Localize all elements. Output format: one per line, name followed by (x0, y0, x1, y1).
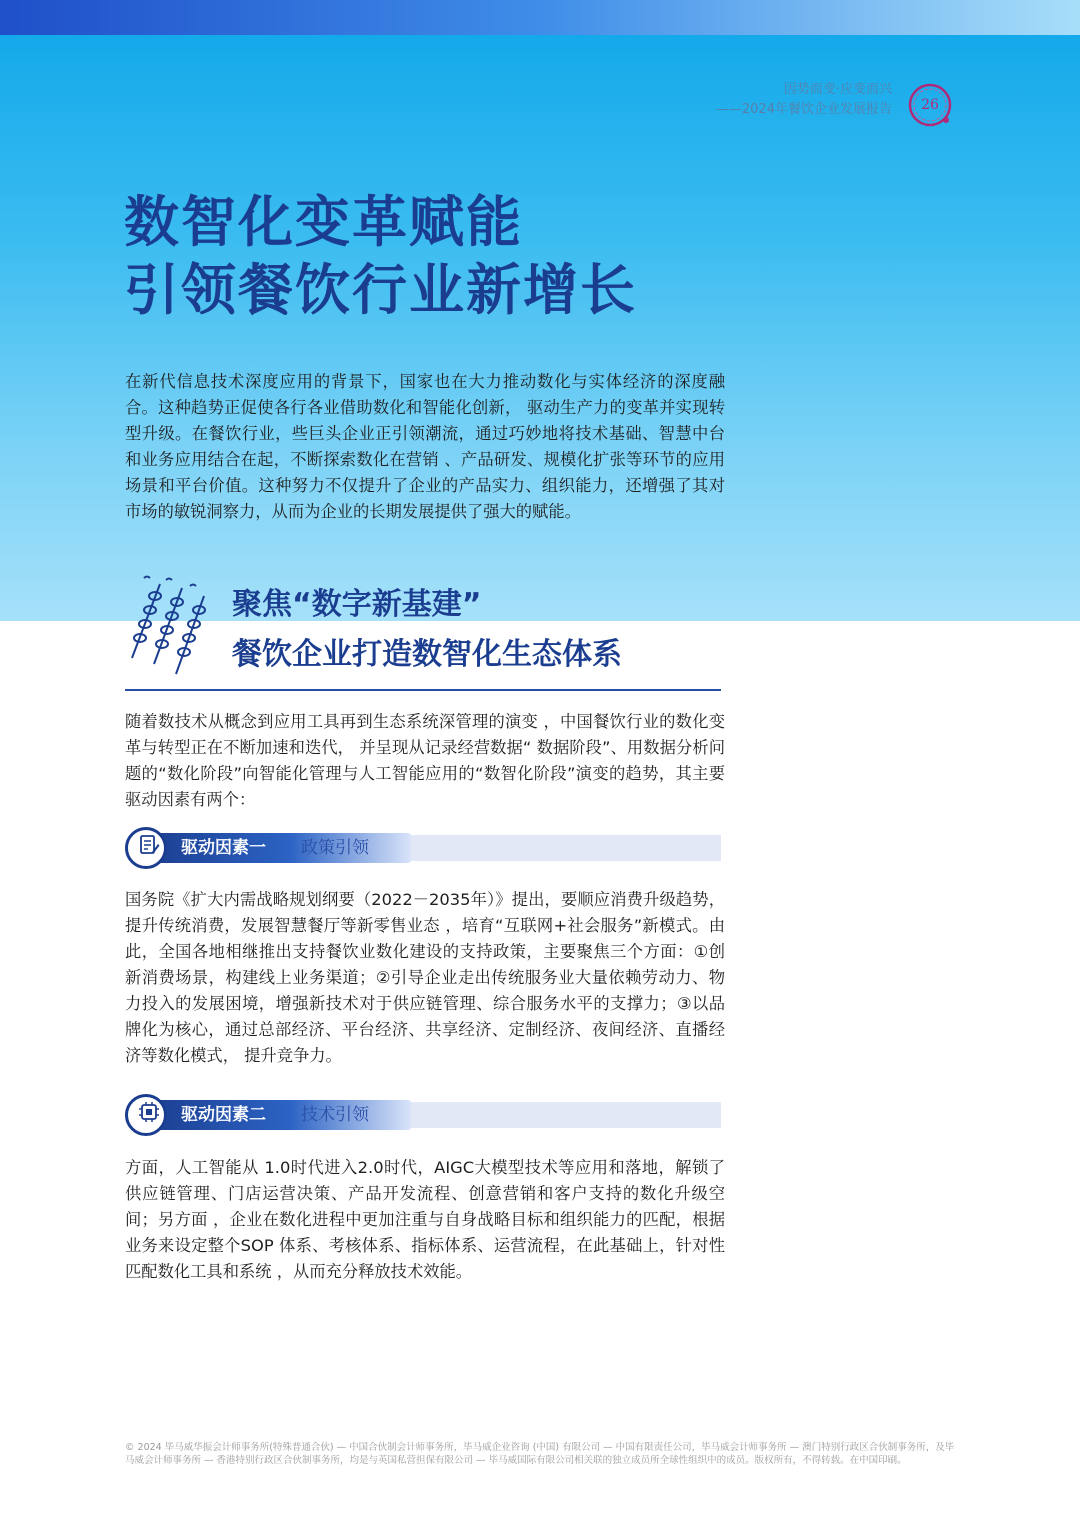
copyright-footer: © 2024 毕马威华振会计师事务所(特殊普通合伙) — 中国合伙制会计师事务所，毕马威企业咨询 (中国) 有限公司 — 中国有限责任公司，毕马威会计师事务所 — 澳门特别行政区合伙制事务所，及毕马威会计师事务所 — 香港特别行政区合伙制事务所，均是与英国私营担保有限公司 — 毕马威国际有限公司相关联的独立成员所全球性组织中的成员。版权所有，不得转载。在中国印刷。 (125, 1442, 955, 1466)
factor-badge (125, 827, 167, 869)
factor-paragraph-technology: 方面，人工智能从 1.0时代进入2.0时代，AIGC大模型技术等应用和落地，解锁了供应链管理、门店运营决策、产品开发流程、创意营销和客户支持的数化升级空间；另方面 ，企业在数化进程中更加注重与自身战略目标和组织能力的匹配，根据业务来设定整个SOP 体系、考核体系、指标体系、运营流程，在此基础上，针对性匹配数化工具和系统 ，从而充分释放技术效能。 (125, 1158, 725, 1281)
page-title-line1: 数智化变革赋能 (124, 190, 524, 254)
factor-topic: 技术引领 (301, 1105, 369, 1125)
factor-label: 驱动因素二 (181, 1105, 266, 1125)
section-paragraph: 随着数技术从概念到应用工具再到生态系统深管理的演变 ，中国餐饮行业的数化变革与转型正在不断加速和迭代， 并呈现从记录经营数据“ 数据阶段”、用数据分析问题的“数化阶段”向智能化管理与人工智能应用的“数智化阶段”演变的趋势，其主要驱动因素有两个： (125, 712, 725, 809)
factor-bar-technology (125, 1100, 721, 1130)
section-title (232, 580, 622, 680)
section-title-line1: 聚焦“数字新基建” (232, 587, 482, 622)
factor-label: 驱动因素一 (181, 838, 266, 858)
page-title-line2: 引领餐饮行业新增长 (124, 258, 638, 322)
factor-topic: 政策引领 (301, 838, 369, 858)
report-header (716, 80, 892, 120)
factor-bar-policy (125, 833, 721, 863)
bead-skewer-icon (124, 574, 214, 678)
top-gradient-strip (0, 0, 1080, 35)
page-number: 26 (921, 97, 939, 113)
factor-badge (125, 1094, 167, 1136)
section-title-line2: 餐饮企业打造数智化生态体系 (232, 637, 622, 672)
report-header-line2: ——2024年餐饮企业发展报告 (715, 102, 892, 117)
intro-paragraph: 在新代信息技术深度应用的背景下，国家也在大力推动数化与实体经济的深度融合。这种趋势正促使各行各业借助数化和智能化创新， 驱动生产力的变革并实现转型升级。在餐饮行业，些巨头企业正引领潮流，通过巧妙地将技术基础、智慧中台和业务应用结合在起，不断探索数化在营销 、产品研发、规模化扩张等环节的应用场景和平台价值。这种努力不仅提升了企业的产品实力、组织能力，还增强了其对市场的敏锐洞察力，从而为企业的长期发展提供了强大的赋能。 (125, 372, 725, 521)
section-divider (125, 689, 721, 691)
policy-document-icon (137, 833, 161, 857)
report-header-line1: 因势而变·应变而兴 (783, 82, 892, 97)
factor-paragraph-policy: 国务院《扩大内需战略规划纲要（2022－2035年）》提出，要顺应消费升级趋势，提升传统消费，发展智慧餐厅等新零售业态 ，培育“互联网+社会服务”新模式。由此，全国各地相继推出支持餐饮业数化建设的支持政策，主要聚焦三个方面：①创新消费场景，构建线上业务渠道；②引导企业走出传统服务业大量依赖劳动力、物力投入的发展困境，增强新技术对于供应链管理、综合服务水平的支撑力；③以品牌化为核心，通过总部经济、平台经济、共享经济、定制经济、夜间经济、直播经济等数化模式， 提升竞争力。 (125, 890, 725, 1065)
page-title (124, 188, 637, 324)
chip-icon (137, 1100, 161, 1124)
